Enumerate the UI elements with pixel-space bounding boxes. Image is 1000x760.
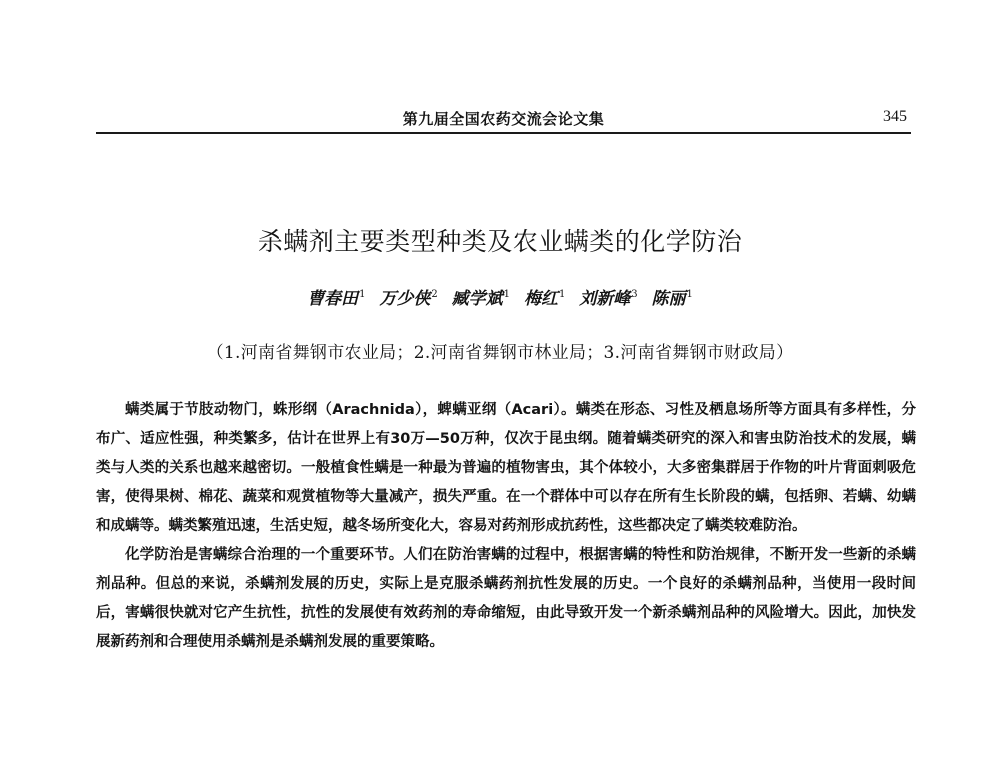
page-number: 345	[883, 108, 907, 125]
author	[579, 289, 637, 309]
author-name: 陈丽	[651, 289, 686, 309]
journal-title: 第九届全国农药交流会论文集	[402, 110, 605, 128]
author	[524, 289, 565, 309]
affiliation-line: （1.河南省舞钢市农业局；2.河南省舞钢市林业局；3.河南省舞钢市财政局）	[206, 343, 794, 363]
author	[379, 289, 437, 309]
body-paragraph: 螨类属于节肢动物门，蛛形纲（Arachnida），蜱螨亚纲（Acari）。螨类在形态、习性及栖息场所等方面具有多样性，分布广、适应性强，种类繁多，估计在世界上有30万—50万种，仅次于昆虫纲。随着螨类研究的深入和害虫防治技术的发展，螨类与人类的关系也越来越密切。一般植食性螨是一种最为普遍的植物害虫，其个体较小，大多密集群居于作物的叶片背面刺吸危害，使得果树、棉花、蔬菜和观赏植物等大量减产，损失严重。在一个群体中可以存在所有生长阶段的螨，包括卵、若螨、幼螨和成螨等。螨类繁殖迅速，生活史短，越冬场所变化大，容易对药剂形成抗药性，这些都决定了螨类较难防治。	[96, 402, 916, 534]
author-affiliation-mark: 1	[686, 289, 693, 301]
author-name: 万少侠	[379, 289, 431, 309]
author-affiliation-mark: 2	[431, 289, 438, 301]
author-list	[0, 284, 1000, 309]
author-affiliation-mark: 1	[503, 289, 511, 301]
author-affiliation-mark: 1	[558, 289, 566, 301]
author-name: 曹春田	[307, 289, 359, 309]
body-paragraph: 化学防治是害螨综合治理的一个重要环节。人们在防治害螨的过程中，根据害螨的特性和防治规律，不断开发一些新的杀螨剂品种。但总的来说，杀螨剂发展的历史，实际上是克服杀螨药剂抗性发展的历史。一个良好的杀螨剂品种，当使用一段时间后，害螨很快就对它产生抗性，抗性的发展使有效药剂的寿命缩短，由此导致开发一个新杀螨剂品种的风险增大。因此，加快发展新药剂和合理使用杀螨剂是杀螨剂发展的重要策略。	[96, 547, 916, 650]
author-name: 梅红	[523, 289, 558, 309]
author-affiliation-mark: 3	[631, 289, 638, 301]
author-name: 臧学斌	[451, 289, 503, 309]
article-body	[96, 396, 916, 657]
author-affiliation-mark: 1	[359, 289, 366, 301]
author-name: 刘新峰	[579, 289, 631, 309]
author	[452, 289, 510, 309]
article-title: 杀螨剂主要类型种类及农业螨类的化学防治	[257, 227, 743, 256]
author	[307, 289, 365, 309]
running-header	[96, 106, 911, 134]
author	[652, 289, 693, 309]
